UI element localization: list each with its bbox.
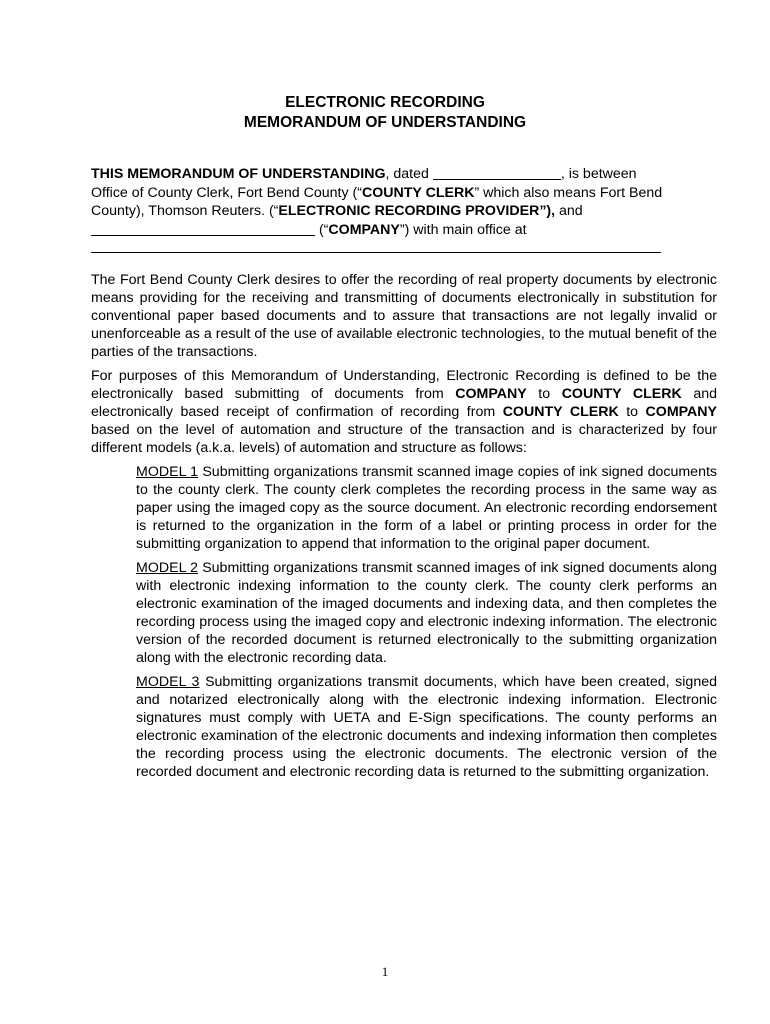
body-text: For purposes of this Memorandum of Understanding, Electronic Recording is defined to be the electronically based submitting of documents from: [91, 368, 717, 402]
body-text: to: [526, 386, 562, 402]
document-title: [0, 93, 770, 133]
date-blank: [433, 166, 561, 180]
model-1-text: Submitting organizations transmit scanned image copies of ink signed documents to the county clerk. The county clerk completes the recording process in the same way as paper using the imaged copy as the source document. An electronic recording endorsement is returned to the organization in the form of a label or printing process in order for the submitting organization to append that information to the original paper document.: [136, 464, 717, 552]
model-1-label: MODEL 1: [136, 464, 199, 480]
intro-text: and: [555, 203, 583, 219]
intro-dated: , dated: [385, 166, 429, 182]
purpose-paragraph: The Fort Bend County Clerk desires to offer the recording of real property documents by electronic means providing for the receiving and transmitting of documents electronically in substitution for conventional paper based documents and to assure that transactions are not legally invalid or unenforceable as a result of the use of available electronic technologies, to the mutual benefit of the parties of the transactions.: [91, 272, 717, 360]
company-name-blank: [91, 222, 315, 236]
model-3-text: Submitting organizations transmit documents, which have been created, signed and notarized electronically along with the electronic indexing information. Electronic signatures must comply with UETA and E-Sign specifications. The county performs an electronic examination of the electronic documents and indexing information then completes the recording process using the electronic documents. The electronic version of the recorded document and electronic recording data is returned to the submitting organization.: [136, 674, 717, 780]
model-2-text: Submitting organizations transmit scanned images of ink signed documents along with electronic indexing information to the county clerk. The county clerk performs an electronic examination of the imaged documents and indexing data, and then completes the recording process using the imaged copy and electronic indexing information. The electronic version of the recorded document is returned electronically to the submitting organization along with the electronic recording data.: [136, 560, 717, 666]
intro-line-1: [91, 165, 721, 184]
intro-text: ”) with main office at: [399, 221, 527, 238]
page-number: 1: [381, 964, 389, 979]
model-3-paragraph: [136, 673, 717, 781]
intro-text: County), Thomson Reuters. (“: [91, 203, 279, 219]
company-term: COMPANY: [455, 386, 527, 402]
body-text: to: [618, 404, 646, 420]
intro-text: ” which also means Fort Bend: [474, 184, 663, 201]
intro-line-4: [91, 221, 721, 240]
body-text: and electronically based receipt of confirmation of recording from: [91, 386, 717, 420]
intro-line-3: [91, 202, 721, 221]
county-clerk-term: COUNTY CLERK: [561, 386, 682, 402]
office-address-blank: [91, 252, 661, 253]
document-body: [91, 271, 717, 787]
intro-line-2: [91, 184, 721, 203]
definition-paragraph: [91, 367, 717, 457]
company-term: COMPANY: [328, 221, 400, 238]
model-1-paragraph: [136, 463, 717, 553]
intro-paragraph: [91, 165, 721, 239]
county-clerk-term: COUNTY CLERK: [502, 404, 619, 420]
company-term: COMPANY: [645, 404, 717, 420]
county-clerk-term: COUNTY CLERK: [361, 184, 475, 201]
body-text: based on the level of automation and structure of the transaction and is characterized by four different models (a.k.a. levels) of automation and structure as follows:: [91, 422, 717, 456]
model-2-paragraph: [136, 559, 717, 667]
intro-text: Office of County Clerk, Fort Bend County (“: [91, 184, 362, 201]
intro-between: , is between: [560, 166, 637, 182]
intro-lead: THIS MEMORANDUM OF UNDERSTANDING: [91, 166, 386, 182]
model-3-label: MODEL 3: [136, 674, 200, 690]
provider-term: ELECTRONIC RECORDING PROVIDER”),: [278, 203, 556, 219]
title-line-1: ELECTRONIC RECORDING: [285, 94, 485, 111]
model-2-label: MODEL 2: [136, 560, 199, 576]
intro-text: (“: [315, 221, 329, 238]
title-line-2: MEMORANDUM OF UNDERSTANDING: [243, 114, 527, 131]
